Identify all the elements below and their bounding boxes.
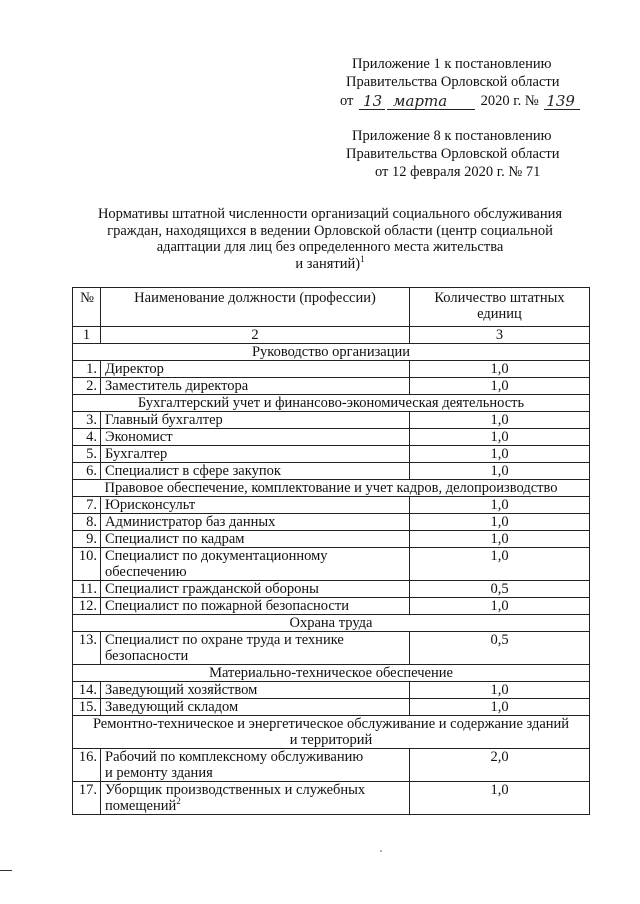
row-position-line-1: Специалист по документационному: [105, 548, 328, 564]
header-quantity-line-2: единиц: [477, 306, 522, 322]
row-num: 9.: [73, 531, 101, 548]
row-quantity: 1,0: [410, 598, 590, 615]
footnote-2-mark: 2: [176, 796, 181, 807]
row-num: 15.: [73, 699, 101, 716]
row-num: 8.: [73, 514, 101, 531]
footnote-1-mark: 1: [360, 253, 365, 264]
row-num: 6.: [73, 463, 101, 480]
appendix-1-date-line: [340, 93, 582, 110]
table-row: [73, 361, 590, 378]
row-position-line-2: и ремонту здания: [105, 765, 213, 781]
table-row: [73, 682, 590, 699]
appendix-8-line-2: Правительства Орловской области: [346, 146, 560, 162]
row-position: Главный бухгалтер: [101, 412, 410, 429]
header-position: Наименование должности (профессии): [101, 288, 410, 327]
table-row: [73, 378, 590, 395]
table-row: [73, 749, 590, 782]
row-num: 2.: [73, 378, 101, 395]
date-day-field: [359, 93, 385, 110]
section-accounting: Бухгалтерский учет и финансово-экономическая деятельность: [73, 395, 590, 412]
table-row: [73, 446, 590, 463]
row-position: Заведующий складом: [101, 699, 410, 716]
appendix-8-line-1: Приложение 8 к постановлению: [352, 128, 552, 144]
appendix-1-line-2: Правительства Орловской области: [346, 74, 560, 90]
row-quantity: 1,0: [410, 699, 590, 716]
title-line-2: граждан, находящихся в ведении Орловской области (центр социальной: [107, 222, 553, 239]
section-row: [73, 716, 590, 749]
document-title: [80, 206, 580, 272]
row-num: 16.: [73, 749, 101, 782]
doc-number-field: [544, 93, 580, 110]
handwritten-month: марта: [393, 92, 448, 110]
row-position: Юрисконсульт: [101, 497, 410, 514]
title-line-1: Нормативы штатной численности организаций социального обслуживания: [97, 206, 563, 222]
row-position-line-2: помещений: [105, 798, 177, 814]
section-legal: Правовое обеспечение, комплектование и учет кадров, делопроизводство: [73, 480, 590, 497]
table-header-row: [73, 288, 590, 327]
row-position: Бухгалтер: [101, 446, 410, 463]
row-quantity: 1,0: [410, 412, 590, 429]
row-position: [101, 749, 410, 782]
row-position: Специалист в сфере закупок: [101, 463, 410, 480]
row-num: 13.: [73, 632, 101, 665]
row-quantity: 1,0: [410, 463, 590, 480]
section-row: [73, 480, 590, 497]
row-quantity: 0,5: [410, 632, 590, 665]
col-index-3: 3: [410, 327, 590, 344]
row-position: Экономист: [101, 429, 410, 446]
date-month-field: [387, 93, 475, 110]
row-quantity: 2,0: [410, 749, 590, 782]
table-row: [73, 699, 590, 716]
row-num: 17.: [73, 782, 101, 815]
header-quantity-line-1: Количество штатных: [434, 290, 565, 306]
row-position-line-1: Рабочий по комплексному обслуживанию: [105, 749, 364, 765]
row-quantity: 1,0: [410, 548, 590, 581]
row-position: [101, 782, 410, 815]
title-line-3: адаптации для лиц без определенного места жительства: [156, 239, 504, 255]
row-position: Директор: [101, 361, 410, 378]
section-labor-safety: Охрана труда: [73, 615, 590, 632]
table-row: [73, 429, 590, 446]
header-num: №: [73, 288, 101, 327]
section-row: [73, 665, 590, 682]
section-maintenance-line-1: Ремонтно-техническое и энергетическое обслуживание и содержание зданий: [92, 716, 570, 732]
row-position: [101, 548, 410, 581]
row-num: 12.: [73, 598, 101, 615]
row-position: Администратор баз данных: [101, 514, 410, 531]
table-row: [73, 598, 590, 615]
section-management: Руководство организации: [73, 344, 590, 361]
row-num: 4.: [73, 429, 101, 446]
appendix-8-line-3: от 12 февраля 2020 г. № 71: [375, 164, 541, 180]
table-row: [73, 412, 590, 429]
staff-table: [72, 287, 590, 815]
row-position: Заведующий хозяйством: [101, 682, 410, 699]
table-row: [73, 463, 590, 480]
table-row: [73, 531, 590, 548]
row-position-line-2: обеспечению: [105, 564, 187, 580]
col-index-2: 2: [101, 327, 410, 344]
row-num: 5.: [73, 446, 101, 463]
table-row: [73, 548, 590, 581]
row-num: 10.: [73, 548, 101, 581]
row-quantity: 1,0: [410, 531, 590, 548]
table-row: [73, 497, 590, 514]
handwritten-number: 139: [546, 92, 575, 110]
section-row: [73, 395, 590, 412]
appendix-1-line-1: Приложение 1 к постановлению: [352, 56, 552, 72]
date-prefix: от: [340, 93, 354, 109]
row-position: Специалист по кадрам: [101, 531, 410, 548]
section-row: [73, 344, 590, 361]
row-num: 1.: [73, 361, 101, 378]
section-logistics: Материально-техническое обеспечение: [73, 665, 590, 682]
row-position-line-1: Специалист по охране труда и технике: [105, 632, 344, 648]
row-quantity: 1,0: [410, 497, 590, 514]
row-quantity: 0,5: [410, 581, 590, 598]
date-year: 2020 г. №: [480, 93, 539, 109]
row-quantity: 1,0: [410, 378, 590, 395]
row-num: 14.: [73, 682, 101, 699]
row-num: 3.: [73, 412, 101, 429]
section-maintenance-line-2: и территорий: [289, 732, 373, 748]
table-row: [73, 514, 590, 531]
row-position-line-1: Уборщик производственных и служебных: [105, 782, 366, 798]
row-quantity: 1,0: [410, 782, 590, 815]
handwritten-day: 13: [363, 92, 383, 110]
title-line-4-text: и занятий): [295, 255, 361, 272]
column-index-row: [73, 327, 590, 344]
scan-speck: [380, 850, 382, 852]
row-position: Специалист гражданской обороны: [101, 581, 410, 598]
table-row: [73, 632, 590, 665]
row-num: 7.: [73, 497, 101, 514]
row-position: Специалист по пожарной безопасности: [101, 598, 410, 615]
section-row: [73, 615, 590, 632]
row-num: 11.: [73, 581, 101, 598]
row-quantity: 1,0: [410, 361, 590, 378]
row-position: [101, 632, 410, 665]
row-quantity: 1,0: [410, 514, 590, 531]
header-quantity: [410, 288, 590, 327]
row-position-line-2: безопасности: [105, 648, 189, 664]
row-position: Заместитель директора: [101, 378, 410, 395]
row-quantity: 1,0: [410, 429, 590, 446]
section-maintenance: [73, 716, 590, 749]
table-row: [73, 581, 590, 598]
col-index-1: 1: [73, 327, 101, 344]
table-row: [73, 782, 590, 815]
margin-mark: [0, 870, 12, 871]
row-quantity: 1,0: [410, 682, 590, 699]
row-quantity: 1,0: [410, 446, 590, 463]
title-line-4: [80, 253, 580, 273]
